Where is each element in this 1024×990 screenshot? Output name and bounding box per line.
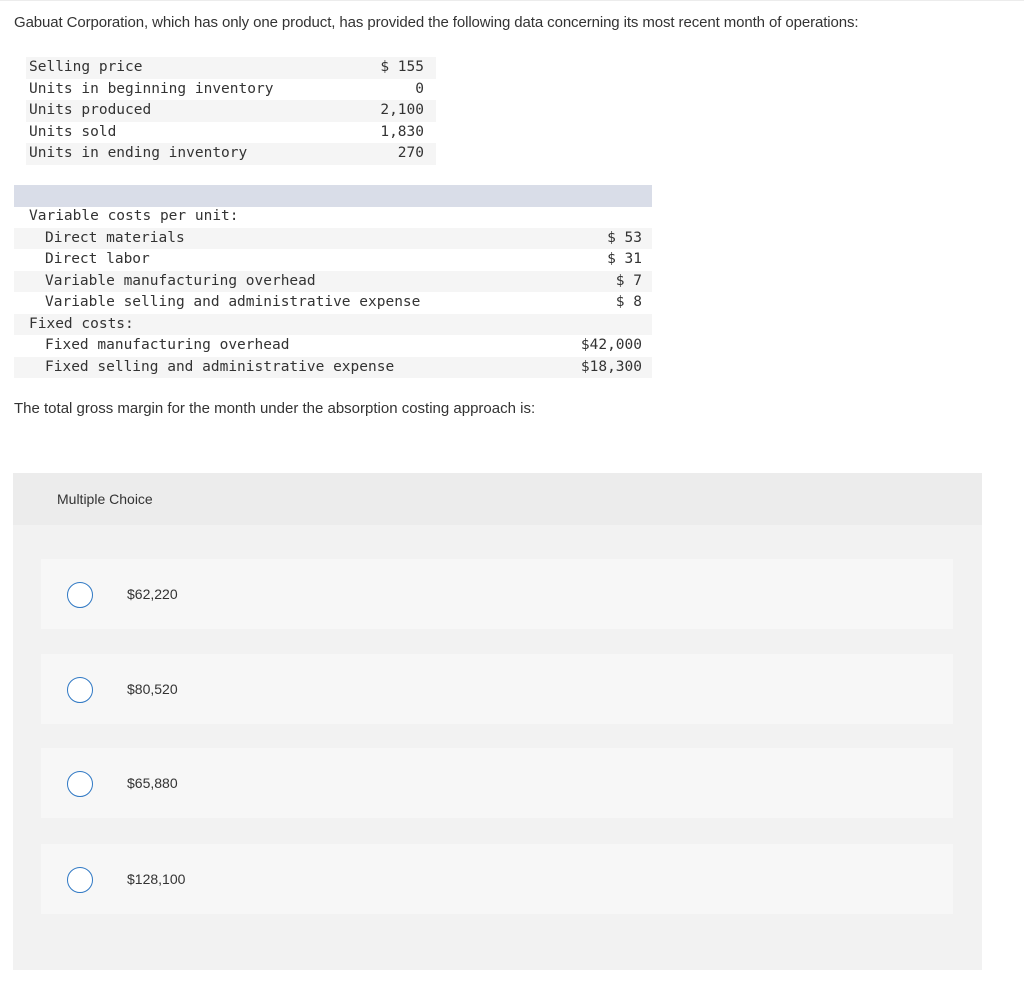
answer-label: $62,220: [127, 586, 178, 602]
cost-table-header-band: [14, 185, 652, 207]
row-label: Units in beginning inventory: [29, 80, 274, 97]
table-row: [14, 249, 652, 271]
radio-button[interactable]: [67, 582, 93, 608]
row-value: $18,300: [522, 357, 652, 379]
table-row: [26, 143, 436, 165]
top-divider: [0, 0, 1024, 7]
cost-data-table: [14, 206, 652, 378]
row-label: Variable selling and administrative expense: [45, 294, 421, 310]
row-label: Variable manufacturing overhead: [14, 271, 522, 293]
answer-label: $80,520: [127, 681, 178, 697]
answer-option-4[interactable]: [41, 844, 953, 914]
answer-option-3[interactable]: [41, 748, 953, 818]
row-value: $ 53: [522, 228, 652, 250]
row-label: Selling price: [26, 57, 329, 79]
row-label: Direct materials: [14, 228, 522, 250]
table-row: [14, 357, 652, 379]
multiple-choice-panel: [13, 473, 982, 970]
intro-text: Gabuat Corporation, which has only one product, has provided the following data concerning its most recent month of operations:: [14, 14, 859, 31]
row-label: Units sold: [29, 123, 117, 140]
row-value: $42,000: [580, 337, 642, 353]
table-row: [26, 79, 436, 101]
table-row: [14, 314, 652, 336]
fixed-costs-heading: Fixed costs:: [14, 314, 522, 336]
answer-option-2[interactable]: [41, 654, 953, 724]
table-row: [14, 271, 652, 293]
table-row: [26, 100, 436, 122]
row-value: $ 7: [522, 271, 652, 293]
row-label: Units in ending inventory: [26, 143, 329, 165]
row-label: Direct labor: [45, 251, 150, 267]
multiple-choice-title: Multiple Choice: [57, 491, 153, 507]
answer-label: $65,880: [127, 775, 178, 791]
table-row: [26, 122, 436, 144]
row-label: Fixed manufacturing overhead: [45, 337, 290, 353]
table-row: [26, 57, 436, 79]
variable-costs-heading: Variable costs per unit:: [29, 208, 239, 224]
row-value: $ 31: [607, 251, 642, 267]
table-row: [14, 292, 652, 314]
row-label: Units produced: [26, 100, 329, 122]
row-value: 1,830: [380, 123, 424, 140]
question-text: The total gross margin for the month under the absorption costing approach is:: [14, 400, 536, 417]
table-row: [14, 335, 652, 357]
row-value: 0: [415, 80, 424, 97]
row-label: Fixed selling and administrative expense: [14, 357, 522, 379]
answer-option-1[interactable]: [41, 559, 953, 629]
radio-button[interactable]: [67, 867, 93, 893]
row-value: 2,100: [329, 100, 436, 122]
row-value: 270: [329, 143, 436, 165]
production-data-table: [26, 57, 436, 165]
multiple-choice-header: [13, 473, 982, 525]
row-value: $ 8: [615, 294, 642, 310]
radio-button[interactable]: [67, 771, 93, 797]
row-value: $ 155: [329, 57, 436, 79]
table-row: [14, 228, 652, 250]
radio-button[interactable]: [67, 677, 93, 703]
answer-label: $128,100: [127, 871, 186, 887]
table-row: [14, 206, 652, 228]
